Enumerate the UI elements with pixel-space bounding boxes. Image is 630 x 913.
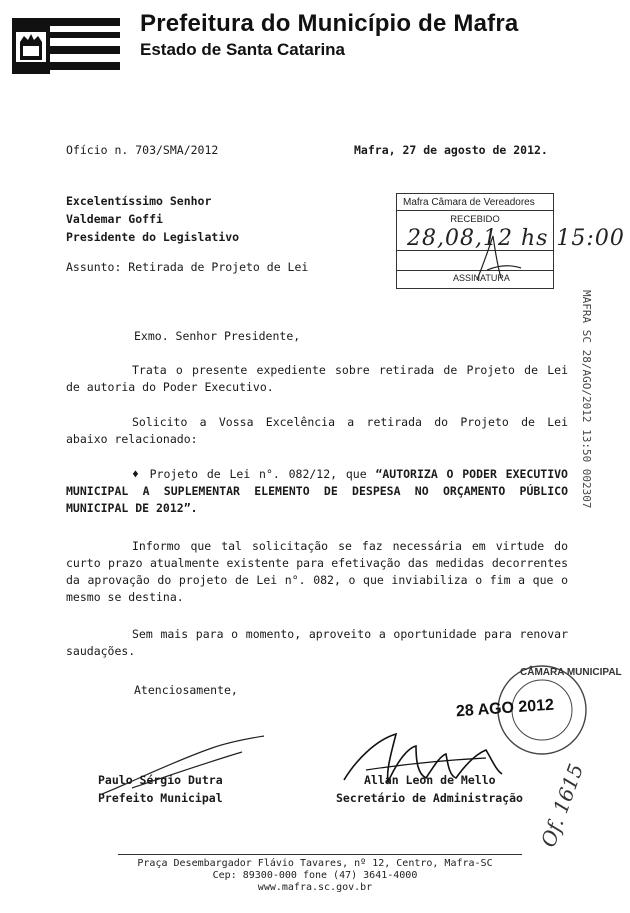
bullet-bold-text: “AUTORIZA O PODER EXECUTIVO MUNICIPAL A SUPLEMENTAR ELEMENTO DE DESPESA NO ORÇAMENTO PÚBLICO MUNICIPAL DE 2012”. — [66, 467, 568, 515]
recipient-honorific: Excelentíssimo Senhor — [66, 194, 212, 208]
footer-website: www.mafra.sc.gov.br — [257, 882, 373, 893]
footer-address: Praça Desembargador Flávio Tavares, nº 12, Centro, Mafra-SC — [137, 858, 493, 869]
page-subtitle: Estado de Santa Catarina — [140, 40, 346, 59]
round-stamp-ring-text: CÂMARA MUNICIPAL — [520, 667, 622, 678]
place-date: Mafra, 27 de agosto de 2012. — [354, 143, 548, 157]
municipal-flag-icon — [12, 18, 120, 74]
stamp-handwritten-date: 28,08,12 hs 15:00 — [407, 226, 625, 251]
paragraph-2: Solicito a Vossa Excelência a retirada do Projeto de Lei abaixo relacionado: — [66, 415, 568, 446]
round-stamp-date: 28 AGO 2012 — [455, 696, 555, 721]
stamp-scribble-icon — [467, 230, 527, 286]
bullet-symbol: ♦ — [132, 467, 141, 481]
recipient-name: Valdemar Goffi — [66, 212, 163, 226]
secretary-title: Secretário de Administração — [336, 791, 523, 805]
subject-line: Assunto: Retirada de Projeto de Lei — [66, 260, 309, 274]
reception-stamp — [396, 193, 625, 289]
closing: Atenciosamente, — [134, 683, 238, 697]
bullet-prefix: Projeto de Lei n°. 082/12, que — [149, 467, 376, 481]
side-protocol-stamp — [580, 290, 604, 570]
footer-contact: Cep: 89300-000 fone (47) 3641-4000 — [212, 870, 418, 881]
stamp-signature-label: ASSINATURA — [453, 273, 510, 283]
stamp-received-label: RECEBIDO — [450, 214, 500, 225]
side-protocol-text: MAFRA SC 28/AGO/2012 13:50 002307 — [580, 290, 593, 509]
paragraph-4: Sem mais para o momento, aproveito a oportunidade para renovar saudações. — [66, 627, 568, 658]
recipient-title: Presidente do Legislativo — [66, 230, 240, 244]
mayor-name: Paulo Sérgio Dutra — [98, 773, 223, 787]
footer-divider — [118, 854, 522, 855]
paragraph-3: Informo que tal solicitação se faz necessária em virtude do curto prazo atualmente existente para efetivação das medidas decorrentes da aprovação do projeto de Lei n°. 082, o que inviabiliza o fim a que o mesmo se destina. — [66, 539, 568, 604]
page-title: Prefeitura do Município de Mafra — [140, 10, 519, 37]
mayor-title: Prefeito Municipal — [98, 791, 223, 805]
paragraph-1: Trata o presente expediente sobre retirada de Projeto de Lei de autoria do Poder Executivo. — [66, 363, 568, 394]
handwritten-note: Of. 1615 — [536, 760, 589, 851]
bullet-item — [66, 466, 568, 517]
secretary-name: Allan Leon de Mello — [364, 773, 496, 787]
stamp-org-label: Mafra Câmara de Vereadores — [403, 197, 535, 208]
salutation: Exmo. Senhor Presidente, — [134, 329, 301, 343]
office-number: Ofício n. 703/SMA/2012 — [66, 143, 219, 157]
